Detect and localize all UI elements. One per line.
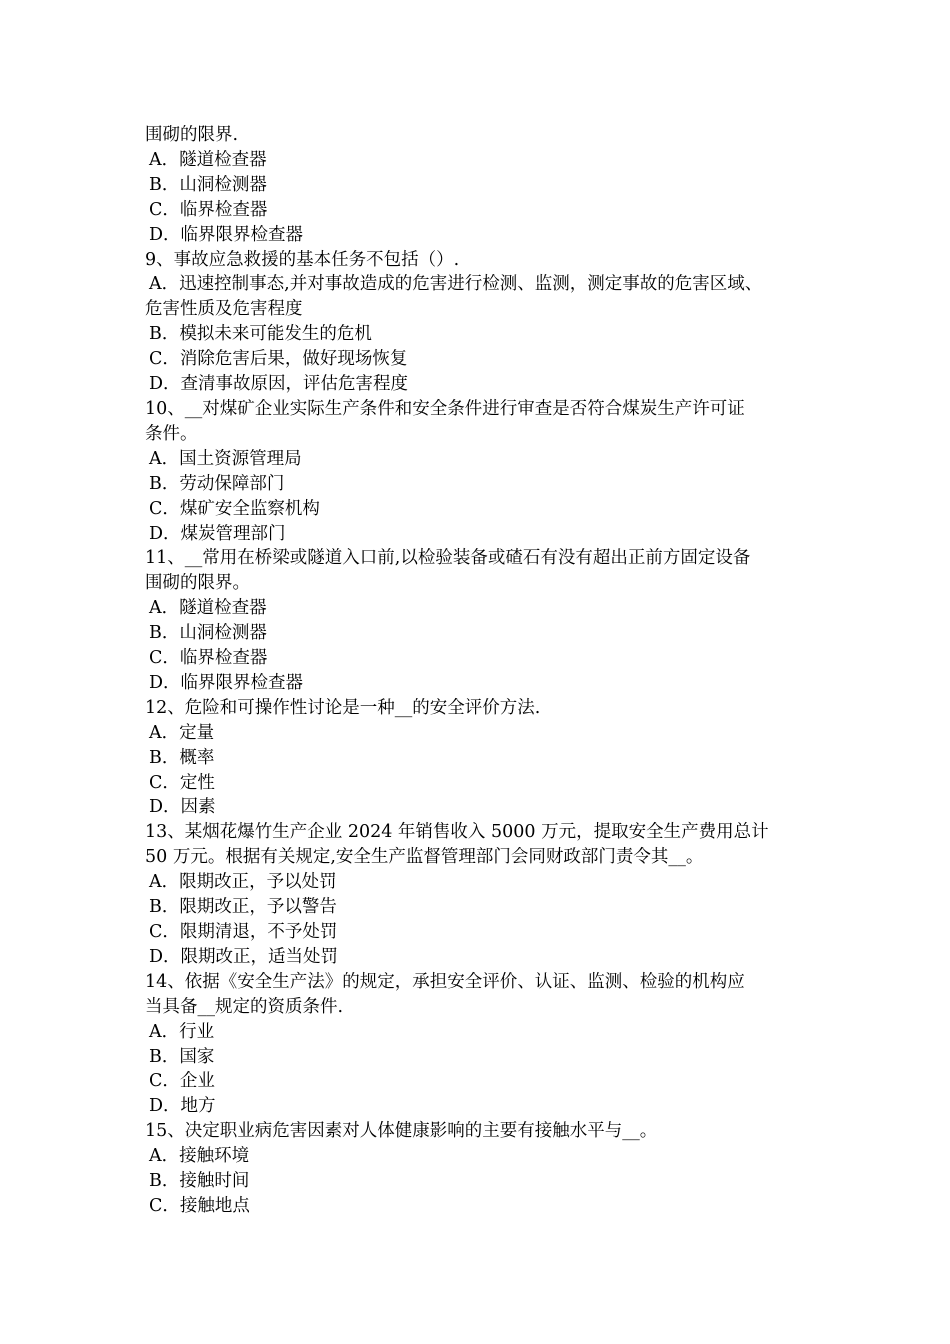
answer-option: D．限期改正，适当处罚: [149, 946, 339, 967]
answer-option: A．国土资源管理局: [149, 448, 302, 469]
answer-option: C．临界检查器: [149, 199, 268, 220]
answer-option: B．概率: [149, 747, 215, 768]
question-text-line: 围砌的限界。: [145, 573, 250, 594]
answer-option: D．临界限界检查器: [149, 672, 304, 693]
question-text-line: 14、依据《安全生产法》的规定，承担安全评价、认证、监测、检验的机构应: [145, 971, 745, 992]
answer-option: A．限期改正，予以处罚: [149, 872, 337, 893]
question-text-line: 11、__常用在桥梁或隧道入口前,以检验装备或碴石有没有超出正前方固定设备: [145, 548, 751, 569]
answer-option: B．接触时间: [149, 1171, 250, 1192]
question-text-line: 危害性质及危害程度: [145, 299, 303, 320]
question-text-line: 12、危险和可操作性讨论是一种__的安全评价方法.: [145, 697, 541, 718]
answer-option: B．劳动保障部门: [149, 473, 285, 494]
answer-option: A．迅速控制事态,并对事故造成的危害进行检测、监测，测定事故的危害区域、: [149, 274, 763, 295]
question-text-line: 当具备__规定的资质条件.: [145, 996, 344, 1017]
answer-option: C．接触地点: [149, 1195, 250, 1216]
answer-option: B．模拟未来可能发生的危机: [149, 324, 372, 345]
answer-option: C．企业: [149, 1071, 215, 1092]
answer-option: B．国家: [149, 1046, 215, 1067]
answer-option: B．山洞检测器: [149, 623, 267, 644]
answer-option: B．山洞检测器: [149, 174, 267, 195]
answer-option: A．隧道检查器: [149, 149, 267, 170]
answer-option: D．因素: [149, 797, 216, 818]
answer-option: C．煤矿安全监察机构: [149, 498, 320, 519]
answer-option: D．查清事故原因，评估危害程度: [149, 374, 409, 395]
question-text-line: 50 万元。根据有关规定,安全生产监督管理部门会同财政部门责令其__。: [145, 847, 704, 868]
document-body: [145, 123, 825, 1219]
answer-option: A．定量: [149, 722, 215, 743]
question-text-line: 10、__对煤矿企业实际生产条件和安全条件进行审查是否符合煤炭生产许可证: [145, 398, 745, 419]
question-text-line: 13、某烟花爆竹生产企业 2024 年销售收入 5000 万元，提取安全生产费用总计: [145, 822, 769, 843]
answer-option: A．隧道检查器: [149, 598, 267, 619]
question-text-line: 9、事故应急救援的基本任务不包括（）.: [145, 249, 460, 270]
answer-option: B．限期改正，予以警告: [149, 897, 337, 918]
answer-option: D．临界限界检查器: [149, 224, 304, 245]
answer-option: C．限期清退，不予处罚: [149, 922, 338, 942]
answer-option: C．定性: [149, 772, 215, 793]
answer-option: D．地方: [149, 1096, 216, 1117]
answer-option: D．煤炭管理部门: [149, 523, 286, 544]
answer-option: C．临界检查器: [149, 648, 268, 669]
answer-option: A．行业: [149, 1021, 215, 1042]
question-text-line: 15、决定职业病危害因素对人体健康影响的主要有接触水平与__。: [145, 1121, 658, 1142]
question-text-line: 条件。: [145, 423, 198, 444]
answer-option: A．接触环境: [149, 1146, 250, 1167]
question-text-line: 围砌的限界.: [145, 125, 239, 145]
answer-option: C．消除危害后果，做好现场恢复: [149, 349, 408, 370]
